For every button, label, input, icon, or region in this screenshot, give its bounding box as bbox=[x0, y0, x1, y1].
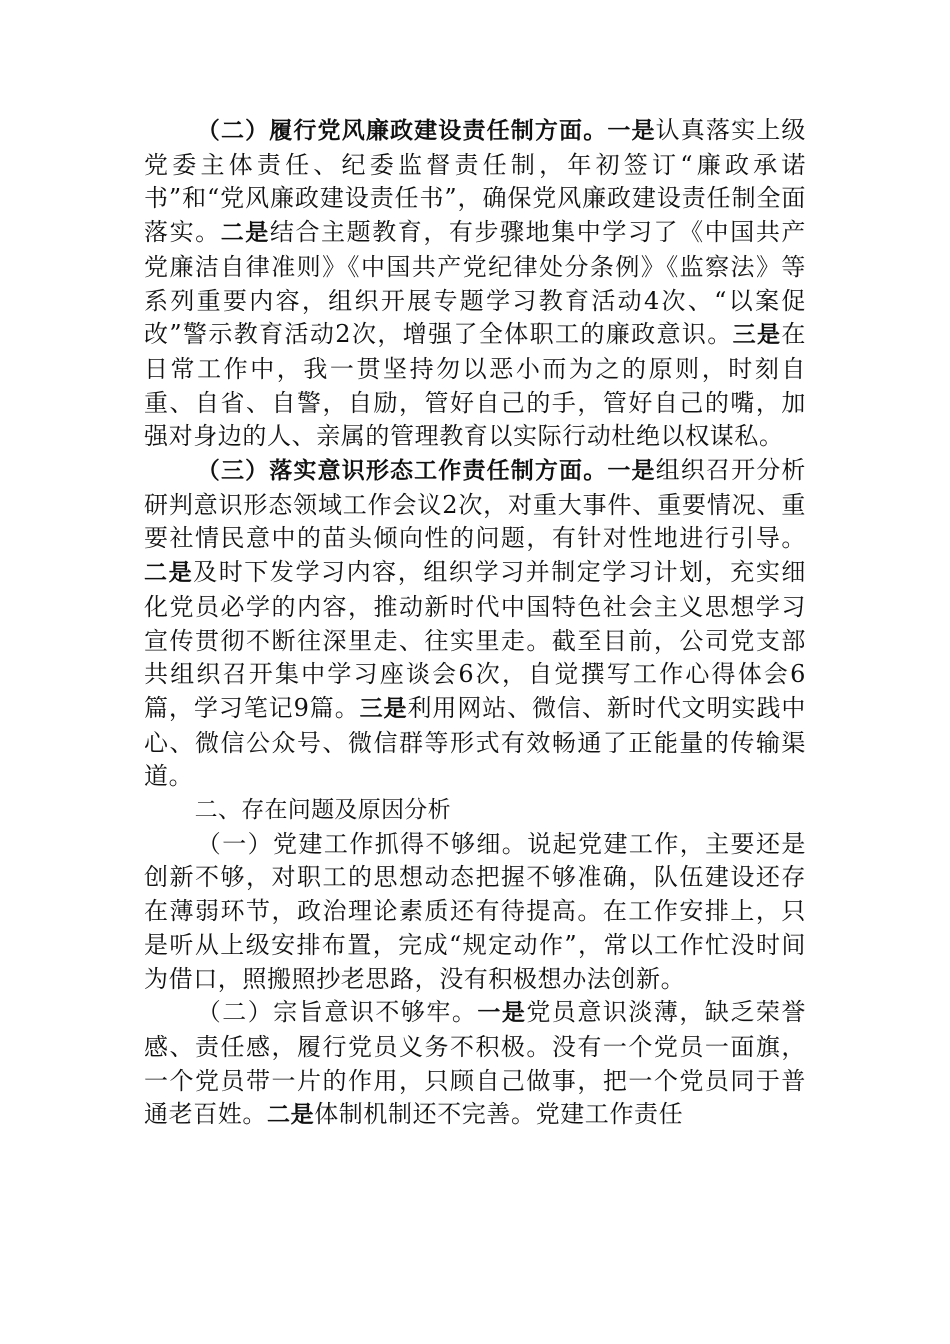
paragraph-text: 认真落实上级党委主体责任、纪委监督责任制，年初签订“廉政承诺书”和“党风廉政建设责任书”，确保党风廉政建设责任制全面落实。 bbox=[144, 116, 807, 247]
section-title: （二）履行党风廉政建设责任制方面。 bbox=[196, 118, 608, 144]
paragraph-text: 在日常工作中，我一贯坚持勿以恶小而为之的原则，时刻自重、自省、自警，自励，管好自己的手，管好自己的嘴，加强对身边的人、亲属的管理教育以实际行动杜绝以权谋私。 bbox=[144, 320, 807, 451]
paragraph-ideology bbox=[144, 454, 806, 794]
point-marker: 三是 bbox=[732, 322, 782, 349]
paragraph-party-conduct bbox=[144, 114, 806, 454]
point-marker: 二是 bbox=[220, 220, 270, 247]
point-marker: 二是 bbox=[267, 1102, 315, 1129]
point-marker: 一是 bbox=[477, 1000, 527, 1027]
point-marker: 一是 bbox=[607, 118, 656, 144]
section-title: （三）落实意识形态工作责任制方面。 bbox=[196, 458, 608, 485]
paragraph-text: 组织召开分析研判意识形态领域工作会议2次，对重大事件、重要情况、重要社情民意中的苗头倾向性的问题，有针对性地进行引导。 bbox=[144, 456, 807, 553]
paragraph-text: 利用网站、微信、新时代文明实践中心、微信公众号、微信群等形式有效畅通了正能量的传输渠道。 bbox=[144, 693, 806, 791]
paragraph-text: 体制机制还不完善。党建工作责任 bbox=[314, 1100, 684, 1129]
paragraph-text: 及时下发学习内容，组织学习并制定学习计划，充实细化党员必学的内容，推动新时代中国特色社会主义思想学习宣传贯彻不断往深里走、往实里走。截至目前，公司党支部共组织召开集中学习座谈会6次，自觉撰写工作心得体会6篇，学习笔记9篇。 bbox=[144, 558, 806, 722]
paragraph-problem-2 bbox=[144, 996, 806, 1133]
point-marker: 三是 bbox=[359, 695, 408, 722]
point-marker: 二是 bbox=[144, 560, 194, 587]
section-heading: 二、存在问题及原因分析 bbox=[194, 797, 451, 824]
document-page bbox=[144, 114, 806, 1133]
paragraph-text: 党员意识淡薄，缺乏荣誉感、责任感，履行党员义务不积极。没有一个党员一面旗，一个党员带一片的作用，只顾自己做事，把一个党员同于普通老百姓。 bbox=[144, 998, 806, 1129]
section-title: （二）宗旨意识不够牢。 bbox=[196, 998, 478, 1027]
point-marker: 一是 bbox=[607, 458, 656, 485]
paragraph-text: 结合主题教育，有步骤地集中学习了《中国共产党廉洁自律准则》《中国共产党纪律处分条例》《监察法》等系列重要内容，组织开展专题学习教育活动4次、“以案促改”警示教育活动2次，增强了全体职工的廉政意识。 bbox=[144, 218, 806, 349]
paragraph-problem-1: （一）党建工作抓得不够细。说起党建工作，主要还是创新不够，对职工的思想动态把握不够准确，队伍建设还存在薄弱环节，政治理论素质还有待提高。在工作安排上，只是听从上级安排布置，完成“规定动作”，常以工作忙没时间为借口，照搬照抄老思路，没有积极想办法创新。 bbox=[144, 829, 806, 993]
